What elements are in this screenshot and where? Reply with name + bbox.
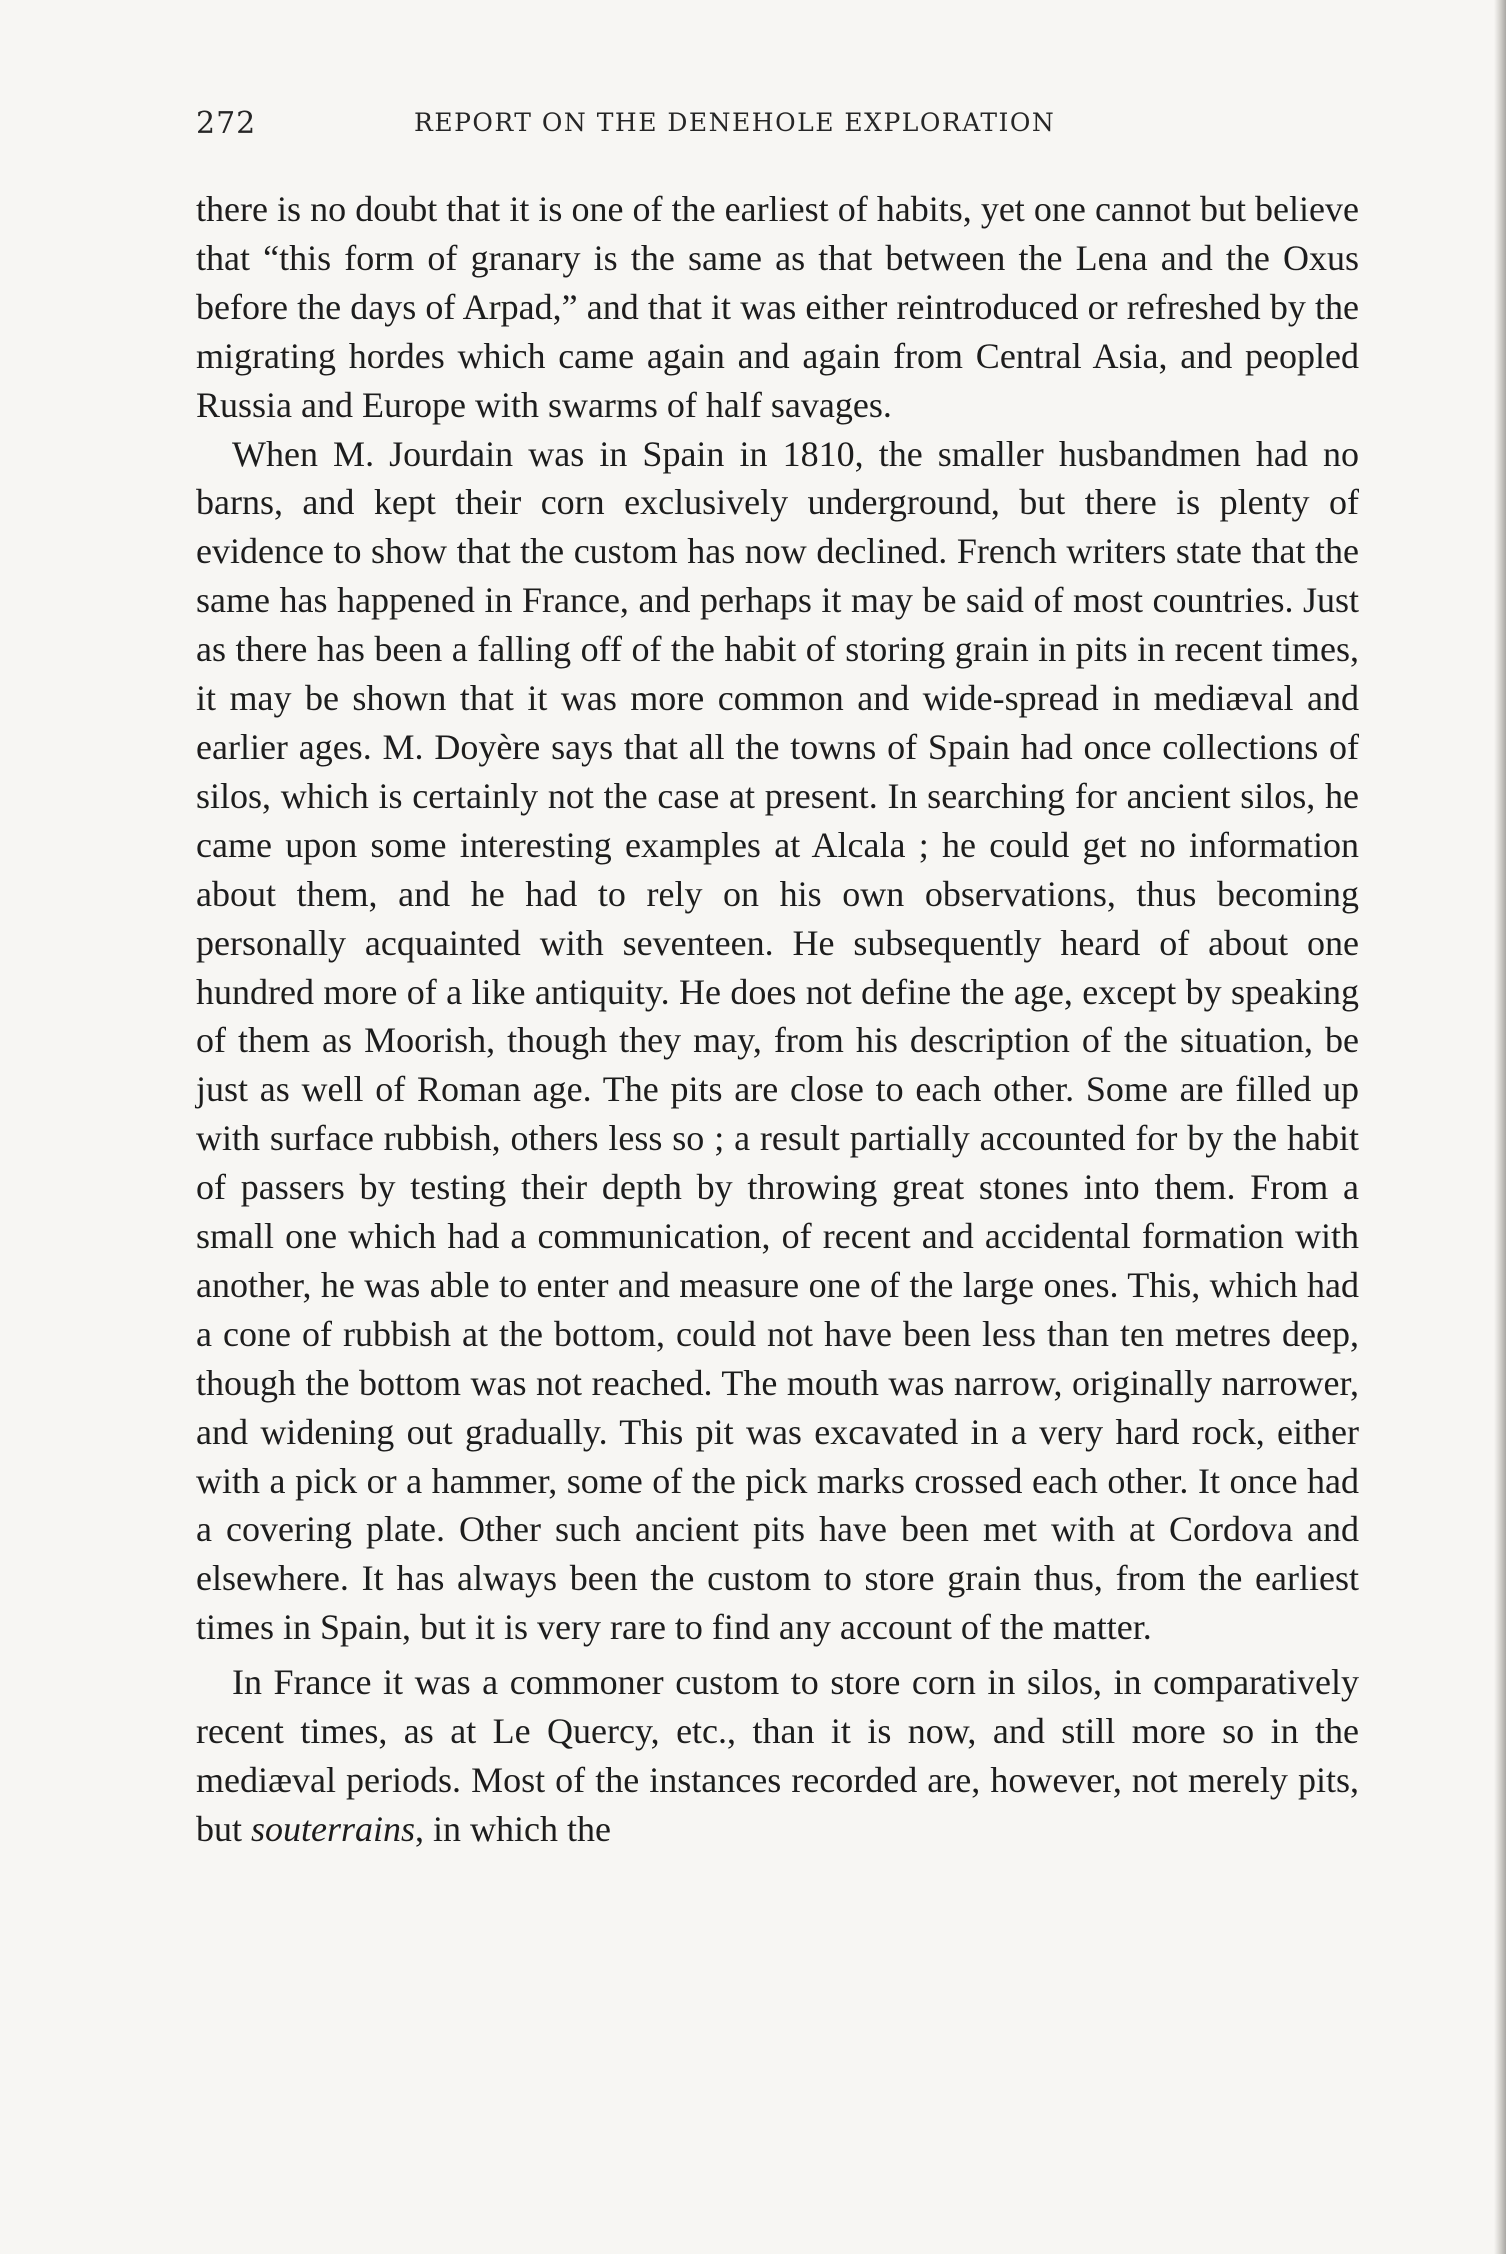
page-edge-shadow <box>1494 0 1506 2254</box>
italic-term: souterrains <box>251 1808 416 1849</box>
paragraph-spain: When M. Jourdain was in Spain in 1810, the smaller husbandmen had no barns, and kept their corn exclusively underground, but there is plenty of evidence to show that the custom has now declined. French writers state that the same has happened in France, and perhaps it may be said of most countries. Just as there has been a falling off of the habit of storing grain in pits in recent times, it may be shown that it was more common and wide-spread in mediæval and earlier ages. M. Doyère says that all the towns of Spain had once collections of silos, which is certainly not the case at present. In searching for ancient silos, he came upon some interesting examples at Alcala ; he could get no information about them, and he had to rely on his own observations, thus becoming personally acquainted with seventeen. He subsequently heard of about one hundred more of a like antiquity. He does not define the age, except by speaking of them as Moorish, though they may, from his description of the situation, be just as well of Roman age. The pits are close to each other. Some are filled up with surface rubbish, others less so ; a result partially accounted for by the habit of passers by testing their depth by throwing great stones into them. From a small one which had a communication, of recent and accidental formation with another, he was able to enter and measure one of the large ones. This, which had a cone of rubbish at the bottom, could not have been less than ten metres deep, though the bottom was not reached. The mouth was narrow, originally narrower, and widening out gradually. This pit was excavated in a very hard rock, either with a pick or a hammer, some of the pick marks crossed each other. It once had a covering plate. Other such ancient pits have been met with at Cordova and elsewhere. It has always been the custom to store grain thus, from the earliest times in Spain, but it is very rare to find any account of the matter. <box>196 433 1359 1648</box>
body-text <box>196 185 1359 1854</box>
page-header <box>196 100 1361 150</box>
paragraph-continuation: there is no doubt that it is one of the earliest of habits, yet one cannot but believe that “this form of granary is the same as that between the Lena and the Oxus before the days of Arpad,” and that it was either reintroduced or refreshed by the migrating hordes which came again and again from Central Asia, and peopled Russia and Europe with swarms of half savages. <box>196 189 1359 425</box>
paragraph-france-tail: , in which the <box>415 1808 612 1849</box>
paragraph-france-text: In France it was a commoner custom to store corn in silos, in comparatively recent times, as at Le Quercy, etc., than it is now, and still more so in the mediæval periods. Most of the instances recorded are, however, not merely pits, but <box>196 1662 1359 1849</box>
paragraph-france <box>196 1658 1359 1854</box>
page-number: 272 <box>196 106 257 141</box>
running-title: REPORT ON THE DENEHOLE EXPLORATION <box>414 108 1056 137</box>
